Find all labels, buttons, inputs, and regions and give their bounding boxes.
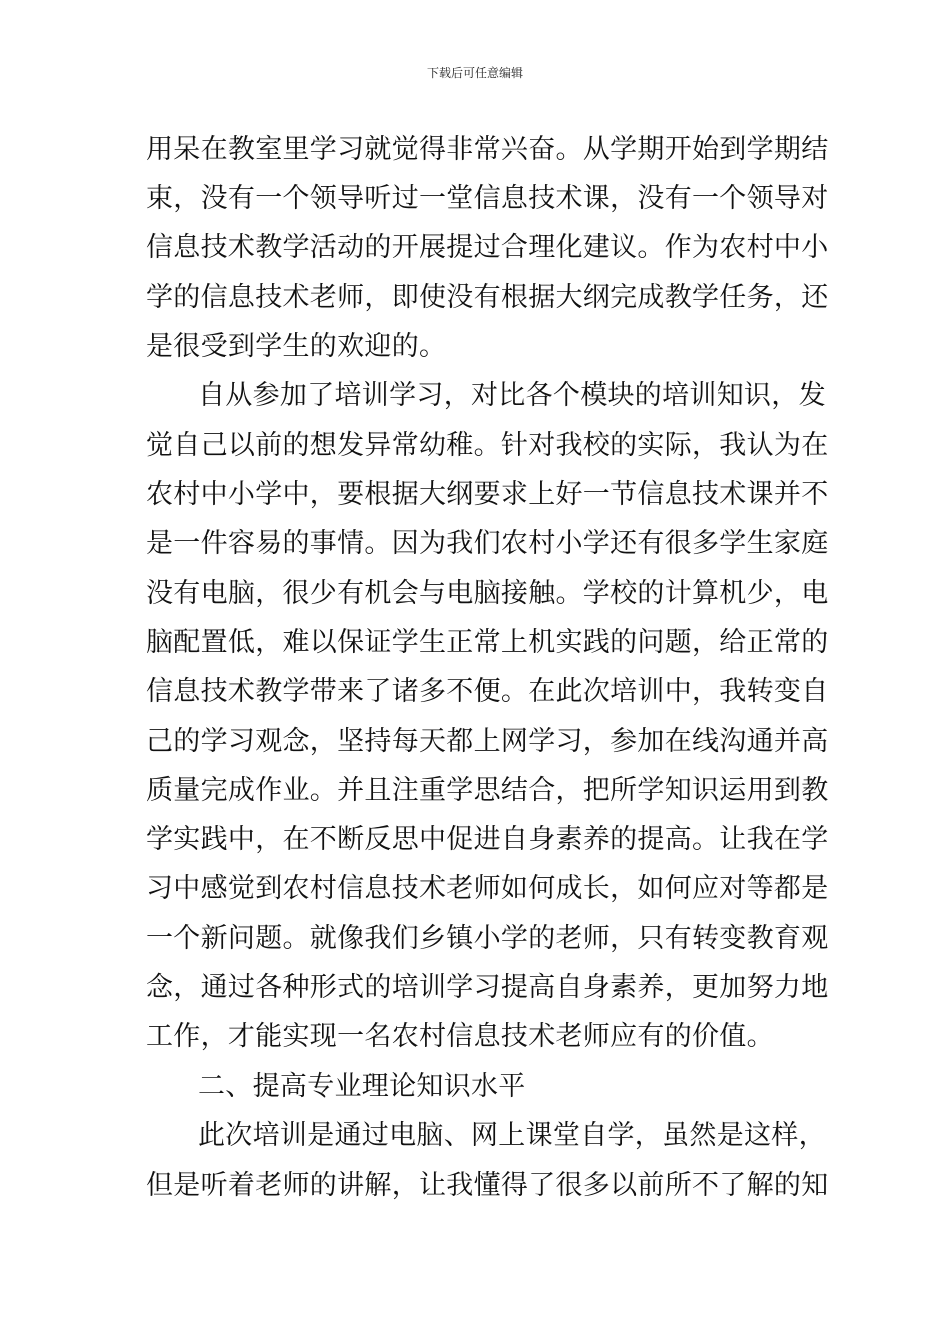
text-line: 农村中小学中，要根据大纲要求上好一节信息技术课并不 bbox=[146, 479, 829, 510]
text-line: 是很受到学生的欢迎的。 bbox=[146, 331, 447, 362]
text-line: 念，通过各种形式的培训学习提高自身素养，更加努力地 bbox=[146, 972, 829, 1003]
text-line: 用呆在教室里学习就觉得非常兴奋。从学期开始到学期结 bbox=[146, 134, 829, 165]
text-line: 是一件容易的事情。因为我们农村小学还有很多学生家庭 bbox=[146, 528, 829, 559]
text-line: 学实践中，在不断反思中促进自身素养的提高。让我在学 bbox=[146, 824, 829, 855]
section-heading: 二、提高专业理论知识水平 bbox=[198, 1071, 526, 1102]
text-line: 没有电脑，很少有机会与电脑接触。学校的计算机少，电 bbox=[146, 578, 829, 609]
page-header: 下载后可任意编辑 bbox=[426, 66, 523, 80]
text-line: 学的信息技术老师，即使没有根据大纲完成教学任务，还 bbox=[146, 282, 829, 313]
text-line: 质量完成作业。并且注重学思结合，把所学知识运用到教 bbox=[146, 775, 829, 806]
text-line: 自从参加了培训学习，对比各个模块的培训知识，发 bbox=[198, 380, 826, 411]
text-line: 此次培训是通过电脑、网上课堂自学，虽然是这样， bbox=[198, 1120, 826, 1151]
text-line: 觉自己以前的想发异常幼稚。针对我校的实际，我认为在 bbox=[146, 430, 829, 461]
text-line: 信息技术教学活动的开展提过合理化建议。作为农村中小 bbox=[146, 232, 829, 263]
text-line: 信息技术教学带来了诸多不便。在此次培训中，我转变自 bbox=[146, 676, 829, 707]
text-line: 己的学习观念，坚持每天都上网学习，参加在线沟通并高 bbox=[146, 726, 829, 757]
text-line: 脑配置低，难以保证学生正常上机实践的问题，给正常的 bbox=[146, 627, 829, 658]
text-line: 工作，才能实现一名农村信息技术老师应有的价值。 bbox=[146, 1021, 774, 1052]
text-line: 束，没有一个领导听过一堂信息技术课，没有一个领导对 bbox=[146, 183, 829, 214]
text-line: 习中感觉到农村信息技术老师如何成长，如何应对等都是 bbox=[146, 873, 829, 904]
text-line: 但是听着老师的讲解，让我懂得了很多以前所不了解的知 bbox=[146, 1170, 829, 1201]
text-line: 一个新问题。就像我们乡镇小学的老师，只有转变教育观 bbox=[146, 923, 829, 954]
